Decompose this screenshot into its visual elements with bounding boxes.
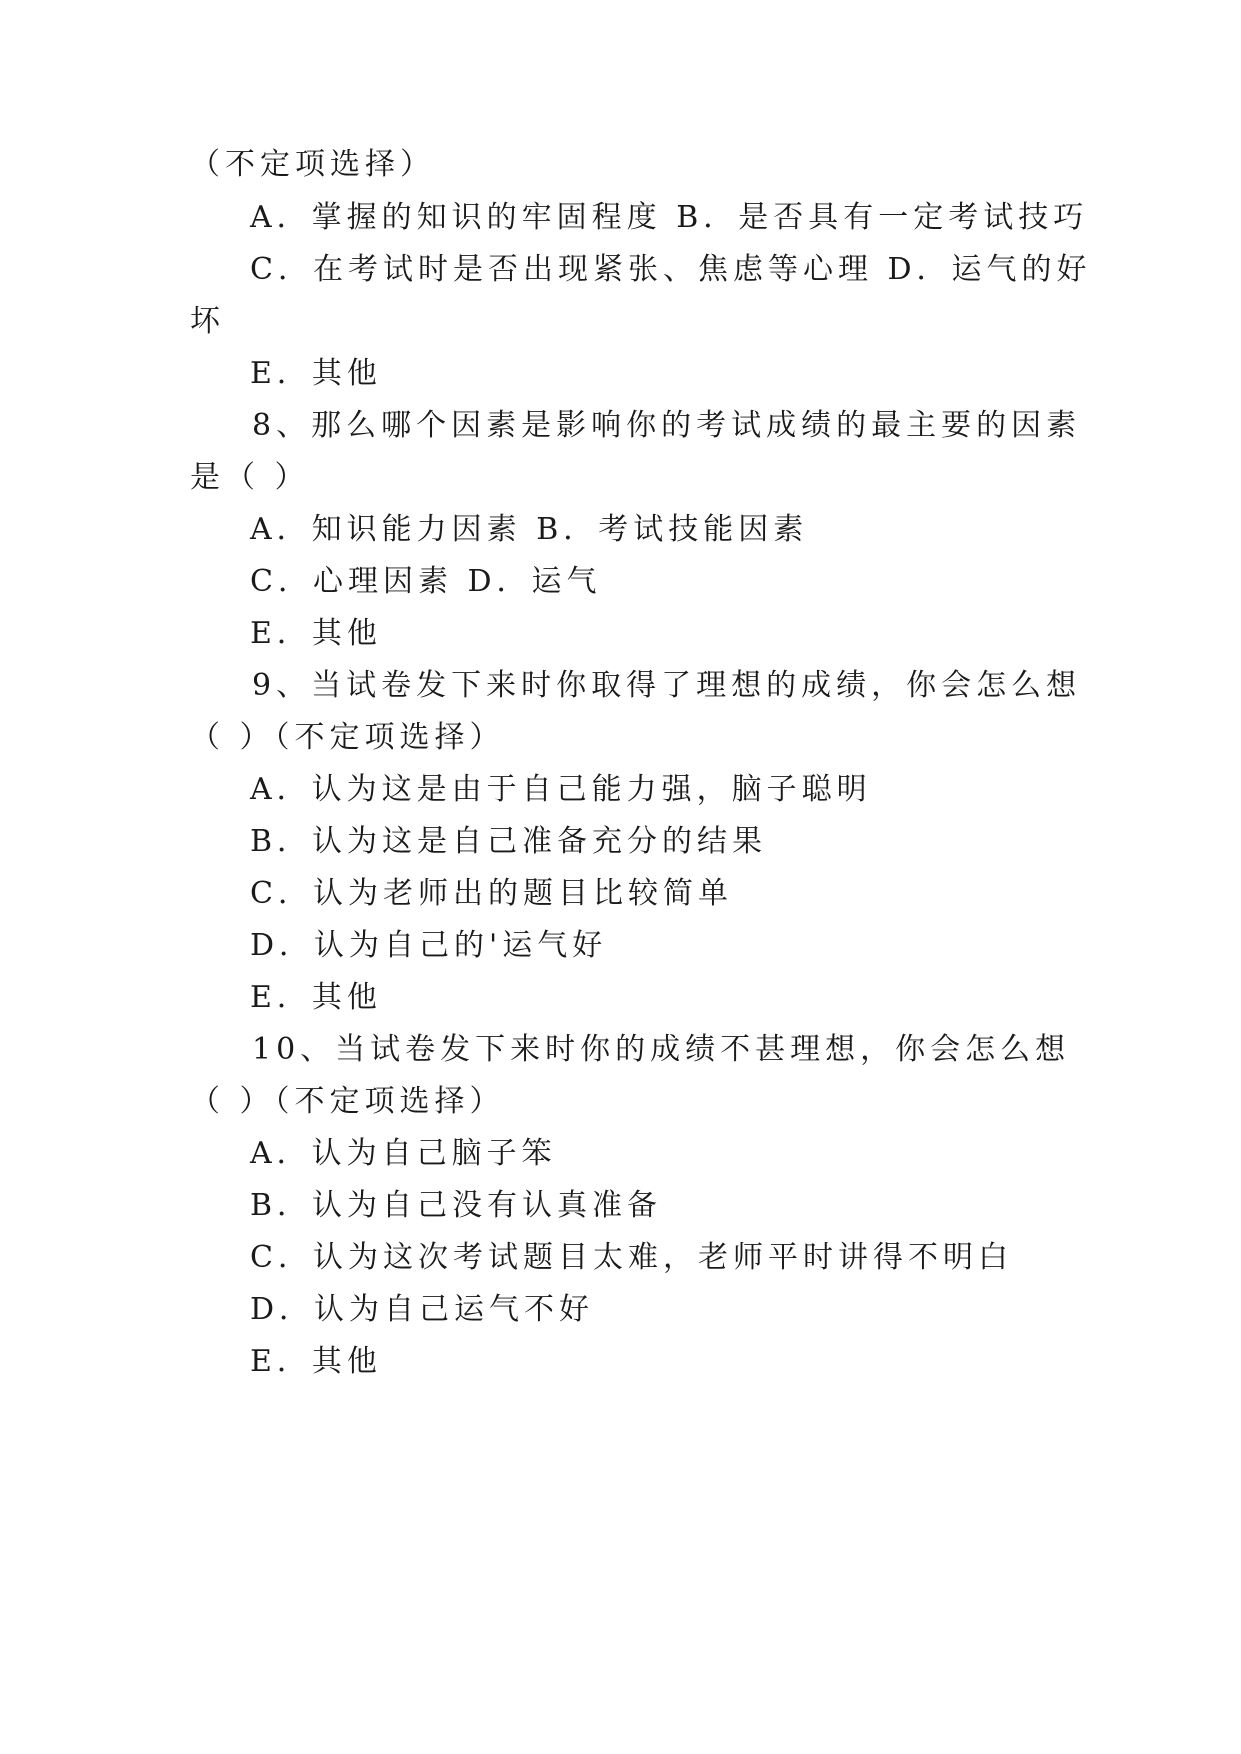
q10-question-continued: （ ）（不定项选择） <box>190 1084 505 1119</box>
q7-option-d-continued: 坏 <box>190 304 225 339</box>
q10-option-a: A．认为自己脑子笨 <box>250 1136 557 1171</box>
q8-option-a-b: A．知识能力因素 B．考试技能因素 <box>250 512 809 547</box>
q9-question-continued: （ ）（不定项选择） <box>190 720 505 755</box>
q9-option-b: B．认为这是自己准备充分的结果 <box>250 824 768 859</box>
q8-question: 8、那么哪个因素是影响你的考试成绩的最主要的因素 <box>252 408 1082 443</box>
q8-option-c-d: C．心理因素 D．运气 <box>250 564 602 599</box>
q8-question-continued: 是（ ） <box>190 460 310 495</box>
q9-option-c: C．认为老师出的题目比较简单 <box>250 876 733 911</box>
q7-type-note: （不定项选择） <box>190 147 435 182</box>
q7-option-a-b: A．掌握的知识的牢固程度 B．是否具有一定考试技巧 <box>250 200 1089 235</box>
q10-option-b: B．认为自己没有认真准备 <box>250 1188 663 1223</box>
q9-option-a: A．认为这是由于自己能力强，脑子聪明 <box>250 772 872 807</box>
q10-question: 10、当试卷发下来时你的成绩不甚理想，你会怎么想 <box>252 1032 1071 1067</box>
q7-option-e: E．其他 <box>250 356 382 391</box>
q10-option-d: D．认为自己运气不好 <box>250 1292 595 1327</box>
q8-option-e: E．其他 <box>250 616 382 651</box>
q7-option-c-d: C．在考试时是否出现紧张、焦虑等心理 D．运气的好 <box>250 252 1092 287</box>
q9-question: 9、当试卷发下来时你取得了理想的成绩，你会怎么想 <box>252 668 1082 703</box>
q9-option-d: D．认为自己的'运气好 <box>250 928 608 963</box>
q10-option-e: E．其他 <box>250 1344 382 1379</box>
q10-option-c: C．认为这次考试题目太难，老师平时讲得不明白 <box>250 1240 1013 1275</box>
q9-option-e: E．其他 <box>250 980 382 1015</box>
